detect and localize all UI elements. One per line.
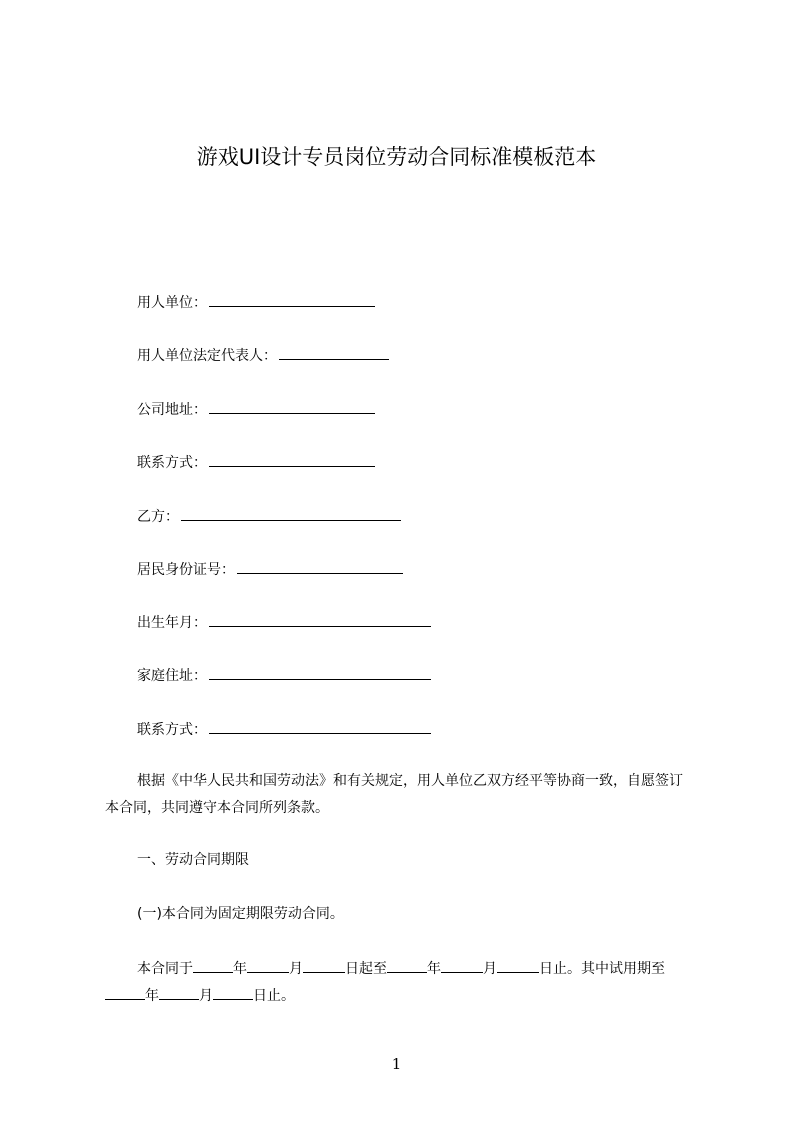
probation-day-blank[interactable] bbox=[213, 985, 253, 1000]
term-text: 日止。其中试用期至 bbox=[539, 961, 665, 977]
field-label: 家庭住址： bbox=[137, 668, 207, 684]
end-day-blank[interactable] bbox=[497, 958, 539, 973]
field-label: 居民身份证号： bbox=[137, 562, 235, 578]
term-line-1 bbox=[137, 958, 665, 979]
term-text: 年 bbox=[233, 961, 247, 977]
legal-rep-field bbox=[137, 345, 389, 366]
term-text: 月 bbox=[199, 988, 213, 1004]
field-label: 乙方： bbox=[137, 509, 179, 525]
field-label: 联系方式： bbox=[137, 455, 207, 471]
term-text: 日起至 bbox=[345, 961, 387, 977]
blank-line[interactable] bbox=[209, 665, 431, 680]
employer-field bbox=[137, 292, 375, 313]
term-text: 年 bbox=[145, 988, 159, 1004]
term-text: 月 bbox=[289, 961, 303, 977]
blank-line[interactable] bbox=[209, 292, 375, 307]
end-month-blank[interactable] bbox=[441, 958, 483, 973]
blank-line[interactable] bbox=[209, 399, 375, 414]
probation-year-blank[interactable] bbox=[105, 985, 145, 1000]
section-heading: 一、劳动合同期限 bbox=[137, 852, 249, 868]
employer-contact-field bbox=[137, 452, 375, 473]
end-year-blank[interactable] bbox=[387, 958, 427, 973]
blank-line[interactable] bbox=[279, 345, 389, 360]
blank-line[interactable] bbox=[209, 612, 431, 627]
blank-line[interactable] bbox=[237, 559, 403, 574]
term-text: 月 bbox=[483, 961, 497, 977]
document-title: 游戏UI设计专员岗位劳动合同标准模板范本 bbox=[196, 145, 597, 169]
birth-date-field bbox=[137, 612, 431, 633]
term-text: 本合同于 bbox=[137, 961, 193, 977]
blank-line[interactable] bbox=[181, 506, 401, 521]
employee-contact-field bbox=[137, 719, 431, 740]
company-address-field bbox=[137, 399, 375, 420]
subsection-text: (一)本合同为固定期限劳动合同。 bbox=[137, 906, 344, 922]
start-day-blank[interactable] bbox=[303, 958, 345, 973]
field-label: 出生年月： bbox=[137, 615, 207, 631]
start-year-blank[interactable] bbox=[193, 958, 233, 973]
blank-line[interactable] bbox=[209, 452, 375, 467]
field-label: 联系方式： bbox=[137, 722, 207, 738]
page-number: 1 bbox=[391, 1055, 402, 1073]
probation-month-blank[interactable] bbox=[159, 985, 199, 1000]
home-address-field bbox=[137, 665, 431, 686]
party-b-field bbox=[137, 506, 401, 527]
intro-paragraph: 根据《中华人民共和国劳动法》和有关规定，用人单位乙双方经平等协商一致，自愿签订本合同，共同遵守本合同所列条款。 bbox=[105, 773, 683, 816]
term-text: 年 bbox=[427, 961, 441, 977]
field-label: 用人单位： bbox=[137, 295, 207, 311]
id-number-field bbox=[137, 559, 403, 580]
term-text: 日止。 bbox=[253, 988, 295, 1004]
start-month-blank[interactable] bbox=[247, 958, 289, 973]
field-label: 用人单位法定代表人： bbox=[137, 348, 277, 364]
field-label: 公司地址： bbox=[137, 402, 207, 418]
blank-line[interactable] bbox=[209, 719, 431, 734]
term-line-2 bbox=[105, 985, 295, 1006]
